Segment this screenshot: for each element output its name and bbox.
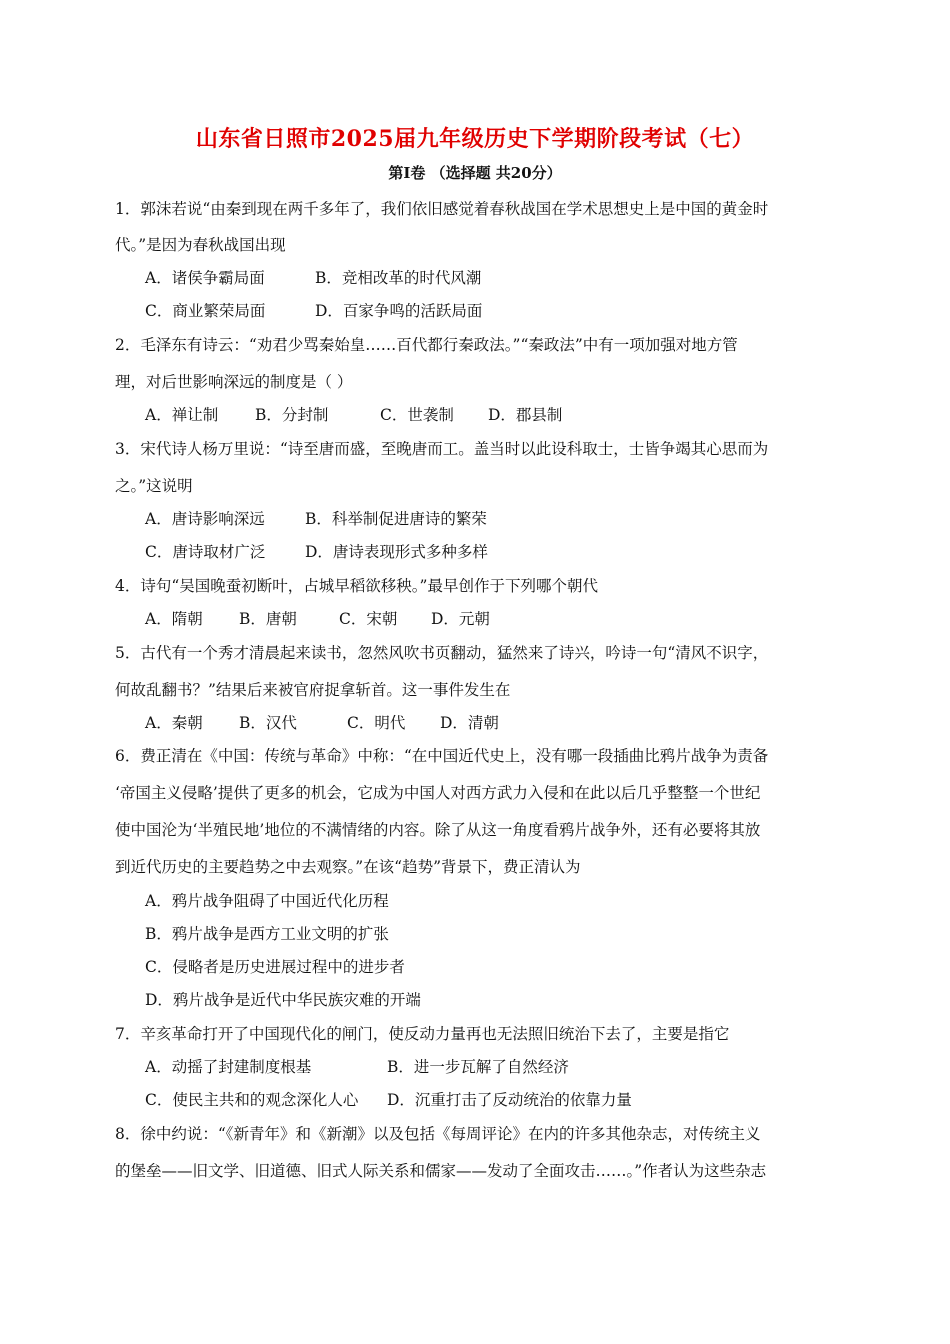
q3-option-c[interactable]: C．唐诗取材广泛 [145, 543, 266, 561]
q6-option-d[interactable]: D．鸦片战争是近代中华民族灾难的开端 [145, 991, 421, 1009]
q6-option-c[interactable]: C．侵略者是历史进展过程中的进步者 [145, 958, 405, 976]
q7-option-b[interactable]: B．进一步瓦解了自然经济 [387, 1058, 569, 1076]
q1-option-a[interactable]: A．诸侯争霸局面 [145, 269, 265, 287]
q8-line-1: 8．徐中约说：“《新青年》和《新潮》以及包括《每周评论》在内的许多其他杂志，对传统主义 [115, 1125, 761, 1143]
q1-option-c[interactable]: C．商业繁荣局面 [145, 302, 266, 320]
q4-option-c[interactable]: C．宋朝 [339, 610, 398, 628]
q7-options-row-1 [145, 1055, 569, 1077]
q4-line-1: 4．诗句“吴国晚蚕初断叶，占城早稻欲移秧。”最早创作于下列哪个朝代 [115, 577, 598, 595]
q8-line-2: 的堡垒——旧文学、旧道德、旧式人际关系和儒家——发动了全面攻击……。”作者认为这些杂志 [115, 1162, 767, 1180]
q4-options-row [145, 607, 490, 629]
q3-option-a[interactable]: A．唐诗影响深远 [145, 510, 265, 528]
q5-option-c[interactable]: C．明代 [347, 714, 406, 732]
exam-title: 山东省日照市2025届九年级历史下学期阶段考试（七） [195, 126, 755, 152]
q1-options-row-2 [145, 299, 482, 321]
q4-option-d[interactable]: D．元朝 [431, 610, 490, 628]
q1-options-row-1 [145, 266, 481, 288]
section-heading: 第Ⅰ卷 （选择题 共20分） [388, 164, 562, 182]
q6-line-3: 使中国沦为‘半殖民地’地位的不满情绪的内容。除了从这一角度看鸦片战争外，还有必要将其放 [115, 821, 761, 839]
q1-option-d[interactable]: D．百家争鸣的活跃局面 [315, 302, 483, 320]
q2-line-1: 2．毛泽东有诗云：“劝君少骂秦始皇……百代都行秦政法。”“秦政法”中有一项加强对地方管 [115, 336, 738, 354]
q2-option-d[interactable]: D．郡县制 [488, 406, 563, 424]
q2-options-row [145, 403, 562, 425]
q6-line-1: 6．费正清在《中国：传统与革命》中称：“在中国近代史上，没有哪一段插曲比鸦片战争为责备 [115, 747, 769, 765]
q1-line-2: 代。”是因为春秋战国出现 [115, 236, 286, 254]
q2-option-a[interactable]: A．禅让制 [145, 406, 219, 424]
q7-option-d[interactable]: D．沉重打击了反动统治的依靠力量 [387, 1091, 632, 1109]
q3-option-d[interactable]: D．唐诗表现形式多种多样 [305, 543, 488, 561]
q4-option-a[interactable]: A．隋朝 [145, 610, 203, 628]
q6-option-a[interactable]: A．鸦片战争阻碍了中国近代化历程 [145, 892, 389, 910]
q3-line-1: 3．宋代诗人杨万里说：“诗至唐而盛，至晚唐而工。盖当时以此设科取士，士皆争竭其心思而为 [115, 440, 769, 458]
q5-options-row [145, 711, 499, 733]
q5-option-a[interactable]: A．秦朝 [145, 714, 203, 732]
q4-option-b[interactable]: B．唐朝 [239, 610, 297, 628]
q1-option-b[interactable]: B．竞相改革的时代风潮 [315, 269, 482, 287]
q2-option-b[interactable]: B．分封制 [255, 406, 329, 424]
q5-line-2: 何故乱翻书？”结果后来被官府捉拿斩首。这一事件发生在 [115, 681, 511, 699]
q5-line-1: 5．古代有一个秀才清晨起来读书，忽然风吹书页翻动，猛然来了诗兴，吟诗一句“清风不识字， [115, 644, 769, 662]
q3-options-row-2 [145, 540, 488, 562]
q5-option-d[interactable]: D．清朝 [440, 714, 499, 732]
q2-line-2: 理，对后世影响深远的制度是（ ） [115, 373, 353, 391]
q3-line-2: 之。”这说明 [115, 477, 193, 495]
q7-option-c[interactable]: C．使民主共和的观念深化人心 [145, 1091, 359, 1109]
q7-options-row-2 [145, 1088, 632, 1110]
q3-option-b[interactable]: B．科举制促进唐诗的繁荣 [305, 510, 487, 528]
q1-line-1: 1．郭沫若说“由秦到现在两千多年了，我们依旧感觉着春秋战国在学术思想史上是中国的黄金时 [115, 200, 769, 218]
q6-line-4: 到近代历史的主要趋势之中去观察。”在该“趋势”背景下，费正清认为 [115, 858, 581, 876]
q7-line-1: 7．辛亥革命打开了中国现代化的闸门，使反动力量再也无法照旧统治下去了，主要是指它 [115, 1025, 730, 1043]
q7-option-a[interactable]: A．动摇了封建制度根基 [145, 1058, 312, 1076]
q2-option-c[interactable]: C．世袭制 [380, 406, 454, 424]
q6-option-b[interactable]: B．鸦片战争是西方工业文明的扩张 [145, 925, 389, 943]
q3-options-row-1 [145, 507, 487, 529]
q6-line-2: ‘帝国主义侵略’提供了更多的机会，它成为中国人对西方武力入侵和在此以后几乎整整一个世纪 [115, 784, 761, 802]
q5-option-b[interactable]: B．汉代 [239, 714, 297, 732]
